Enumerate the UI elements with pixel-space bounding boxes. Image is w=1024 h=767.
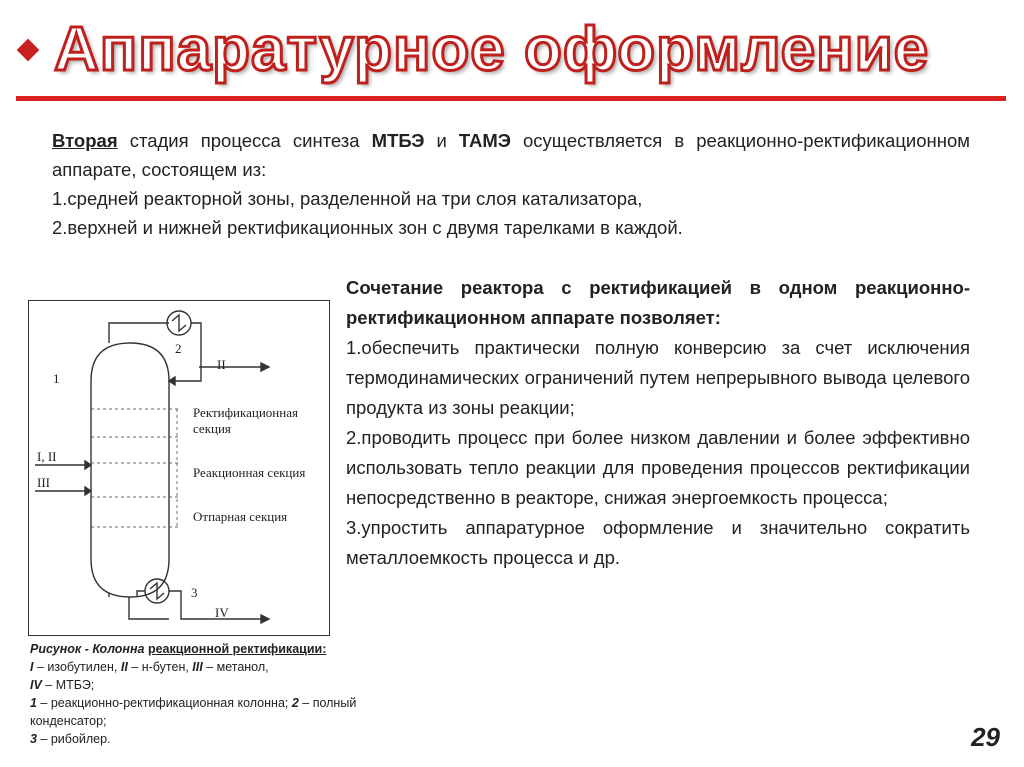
condensate-line xyxy=(191,323,201,367)
advantages-heading: Сочетание реактора с ректификацией в одном реакционно-ректификационном аппарате позволяет: xyxy=(346,277,970,328)
arrow-head xyxy=(261,615,269,623)
intro-text xyxy=(52,126,970,242)
caption-title: Рисунок - Колонна реакционной ректификации: xyxy=(30,642,327,656)
section-strip-label: Отпарная секция xyxy=(193,509,288,524)
overhead-vapor-line xyxy=(109,323,169,343)
column-body xyxy=(91,343,169,597)
intro-item-1: 1.средней реакторной зоны, разделенной на три слоя катализатора, xyxy=(52,188,643,209)
intro-lead-word: Вторая xyxy=(52,130,118,151)
title-divider xyxy=(16,96,1006,101)
section-boundaries xyxy=(91,409,179,529)
title-area xyxy=(18,8,1008,98)
stream-I-II-label: I, II xyxy=(37,449,57,464)
condenser-coil xyxy=(172,315,186,331)
advantages-item-3: 3.упростить аппаратурное оформление и значительно сократить металлоемкость процесса и др. xyxy=(346,517,970,568)
caption-line-2: IV – МТБЭ; xyxy=(30,678,95,692)
advantages-item-1: 1.обеспечить практически полную конверсию за счет исключения термодинамических ограничений путем непрерывного вывода целевого продукта из зоны реакции; xyxy=(346,337,970,418)
stream-III-label: III xyxy=(37,475,50,490)
diamond-bullet-icon xyxy=(17,39,40,62)
arrow-head xyxy=(85,487,91,495)
section-react-label: Реакционная секция xyxy=(193,465,306,480)
label-3: 3 xyxy=(191,585,198,600)
page-number: 29 xyxy=(971,722,1000,752)
caption-line-1: I – изобутилен, II – н-бутен, III – метанол, xyxy=(30,660,269,674)
stream-II-label: II xyxy=(217,357,226,372)
intro-item-2: 2.верхней и нижней ректификационных зон с двумя тарелками в каждой. xyxy=(52,217,683,238)
figure-caption xyxy=(30,640,430,748)
intro-paragraph: Вторая стадия процесса синтеза МТБЭ и ТАМЭ осуществляется в реакционно-ректификационном аппарате, состоящем из: xyxy=(52,130,970,180)
arrow-head xyxy=(261,363,269,371)
caption-line-4: 3 – рибойлер. xyxy=(30,732,111,746)
stream-IV-label: IV xyxy=(215,605,229,620)
caption-line-3: 1 – реакционно-ректификационная колонна; 2 – полный конденсатор; xyxy=(30,696,357,728)
label-1: 1 xyxy=(53,371,60,386)
page-title: Аппаратурное оформление xyxy=(54,15,930,84)
section-rect-label: Ректификационная секция xyxy=(193,405,298,436)
advantages-text xyxy=(346,273,970,573)
label-2: 2 xyxy=(175,341,182,356)
advantages-item-2: 2.проводить процесс при более низком давлении и более эффективно использовать тепло реакции для проведения процессов ректификации непосредственно в реакторе, снижая энергоемкость процесса; xyxy=(346,427,970,508)
arrow-head xyxy=(169,377,175,385)
column-diagram xyxy=(28,300,330,636)
arrow-head xyxy=(85,461,91,469)
